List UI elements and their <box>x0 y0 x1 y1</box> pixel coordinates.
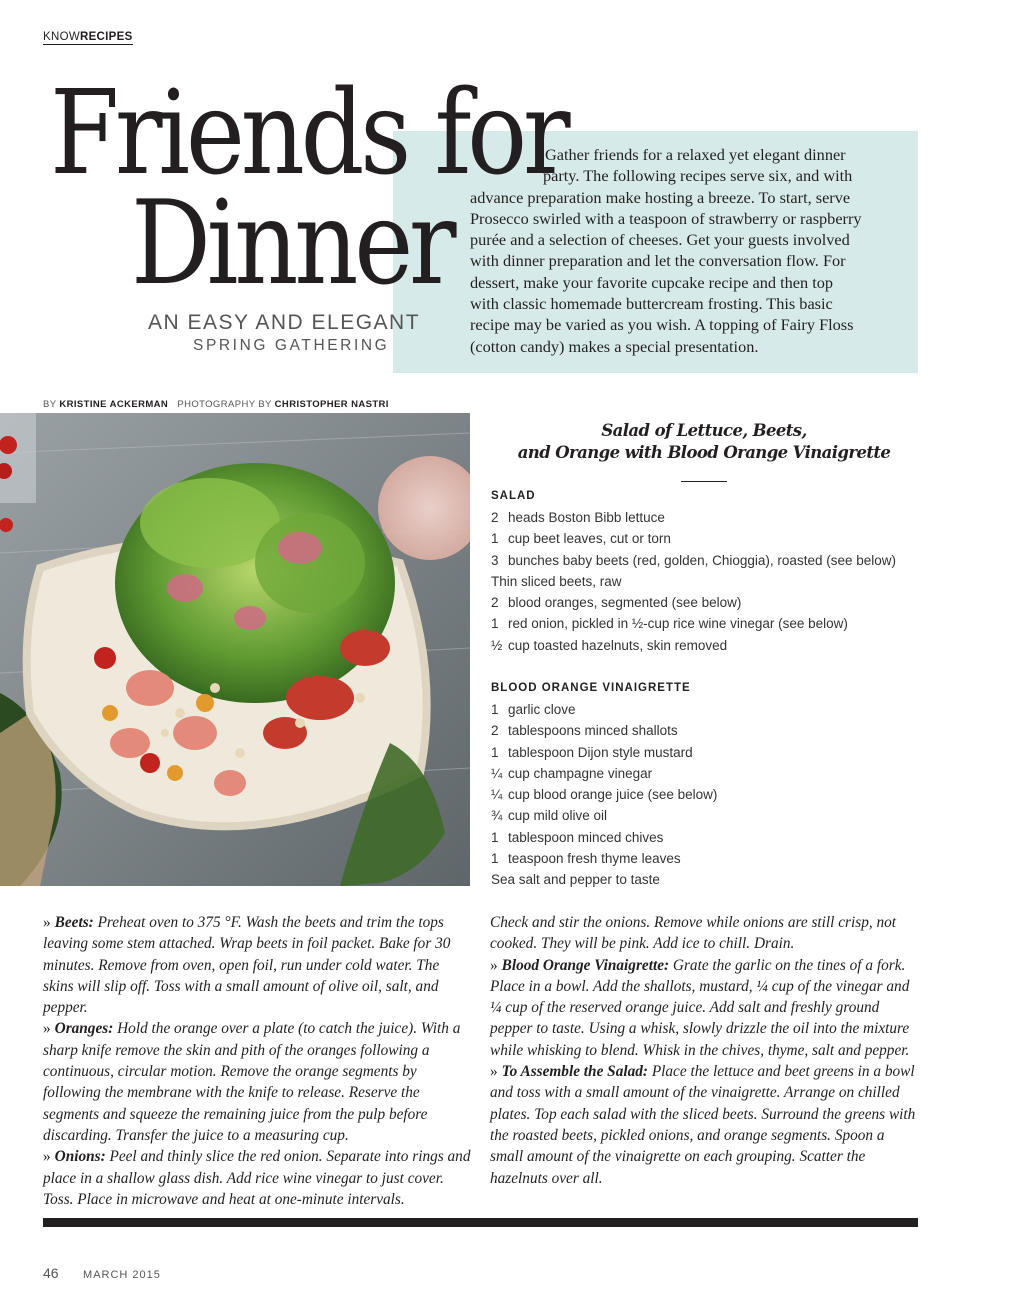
ingredient-item <box>491 784 717 805</box>
ingredient-text: blood oranges, segmented (see below) <box>508 595 742 611</box>
byline <box>43 399 389 410</box>
step-label: Onions: <box>54 1148 106 1166</box>
method-step-onions-continued <box>490 912 920 955</box>
ingredient-text: cup blood orange juice (see below) <box>508 787 718 803</box>
section-tag-name: RECIPES <box>79 31 133 43</box>
ingredient-qty: ¾ <box>491 808 503 824</box>
method-step-onions <box>43 1146 473 1210</box>
ingredient-qty: 1 <box>491 616 499 632</box>
ingredient-text: heads Boston Bibb lettuce <box>508 510 665 525</box>
ingredient-text: cup mild olive oil <box>508 808 608 824</box>
step-marker: » <box>490 1063 498 1081</box>
ingredient-item <box>491 507 896 528</box>
intro-line: purée and a selection of cheeses. Get your guests involved <box>470 230 850 250</box>
step-text: Hold the orange over a plate (to catch the juice). With a sharp knife remove the skin and pith of the oranges following a continuous, circular motion. Remove the orange segments by following the membrane with the knife to release. Reserve the segments and squeeze the remaining juice from the pulp before discarding. Transfer the juice to a measuring cup. <box>43 1020 461 1144</box>
intro-paragraph <box>470 144 910 357</box>
intro-line: Gather friends for a relaxed yet elegant dinner <box>545 145 846 164</box>
ingredient-text: bunches baby beets (red, golden, Chioggia), roasted (see below) <box>508 552 896 568</box>
byline-photo-prefix: PHOTOGRAPHY BY <box>177 399 272 410</box>
step-label: To Assemble the Salad: <box>501 1063 648 1081</box>
page-title-line2: Dinner <box>131 176 453 311</box>
page-title-line1: Friends for <box>50 66 567 201</box>
method-step-vinaigrette <box>490 955 920 1061</box>
step-label: Oranges: <box>54 1020 114 1038</box>
step-text: Place the lettuce and beet greens in a bowl and toss with a small amount of the vinaigrette. Arrange on chilled plates. Top each salad with the sliced beets. Surround the greens with the roasted beets, pickled onions, and orange segments. Spoon a small amount of the vinaigrette on each grouping. Scatter the hazelnuts over all. <box>490 1063 916 1187</box>
ingredient-text: Sea salt and pepper to taste <box>491 872 660 888</box>
ingredient-qty: ¼ <box>491 765 503 781</box>
step-marker: » <box>43 1020 51 1038</box>
ingredient-text: garlic clove <box>508 702 576 717</box>
intro-line: party. The following recipes serve six, and with <box>543 166 853 186</box>
byline-photographer: CHRISTOPHER NASTRI <box>274 399 389 410</box>
ingredient-text: tablespoon minced chives <box>508 829 664 845</box>
method-step-beets <box>43 912 473 1018</box>
step-label: Beets: <box>54 914 94 931</box>
bottom-rule <box>43 1218 918 1227</box>
ingredient-qty: 2 <box>491 510 499 525</box>
ingredient-qty: ¼ <box>491 787 503 803</box>
ingredient-item <box>491 592 896 613</box>
method-step-assemble <box>490 1061 920 1189</box>
byline-author: KRISTINE ACKERMAN <box>59 399 169 410</box>
ingredient-item <box>491 550 896 571</box>
recipe-title <box>490 420 918 464</box>
ingredient-qty: ½ <box>491 637 503 653</box>
ingredient-item <box>491 848 717 869</box>
ingredient-text: cup beet leaves, cut or torn <box>508 531 671 547</box>
ingredient-item <box>491 571 896 592</box>
ingredient-qty: 2 <box>491 595 499 611</box>
ingredient-qty: 1 <box>491 851 499 867</box>
ingredient-item <box>491 742 717 763</box>
recipe-title-divider <box>681 481 727 482</box>
subtitle-line1: AN EASY AND ELEGANT <box>148 311 421 334</box>
page-footer <box>43 1265 161 1283</box>
ingredient-qty: 1 <box>491 702 499 717</box>
method-step-oranges <box>43 1018 473 1146</box>
intro-line: (cotton candy) makes a special presentation. <box>470 336 759 356</box>
step-text: Peel and thinly slice the red onion. Separate into rings and place in a shallow glass dish. Add rice wine vinegar to just cover. Toss. Place in microwave and heat at one-minute intervals. <box>43 1148 471 1208</box>
ingredient-item <box>491 720 717 741</box>
ingredient-item <box>491 805 717 826</box>
salad-photo-illustration <box>0 413 470 886</box>
intro-line: Prosecco swirled with a teaspoon of strawberry or raspberry <box>470 208 862 228</box>
intro-line: dessert, make your favorite cupcake recipe and then top <box>470 272 834 292</box>
step-label: Blood Orange Vinaigrette: <box>501 956 670 974</box>
ingredient-item <box>491 869 717 890</box>
ingredient-qty: 1 <box>491 744 499 760</box>
recipe-title-line1: Salad of Lettuce, Beets, <box>601 421 807 440</box>
step-marker: » <box>490 956 498 974</box>
step-text: Preheat oven to 375 °F. Wash the beets and trim the tops leaving some stem attached. Wrap beets in foil packet. Bake for 30 minutes. Remove from oven, open foil, run under cold water. The skins will slip off. Toss with a small amount of olive oil, salt, and pepper. <box>43 914 451 1017</box>
step-text: Grate the garlic on the tines of a fork. Place in a bowl. Add the shallots, mustard, ¼ cup of the vinegar and ¼ cup of the reserved orange juice. Add salt and freshly ground pepper to taste. Using a whisk, slowly drizzle the oil into the mixture while whisking to blend. Whisk in the chives, thyme, salt and pepper. <box>490 956 910 1059</box>
ingredient-qty: 1 <box>491 531 499 547</box>
intro-line: recipe may be varied as you wish. A topping of Fairy Floss <box>470 315 854 335</box>
ingredient-item <box>491 827 717 848</box>
ingredient-item <box>491 528 896 549</box>
ingredient-text: red onion, pickled in ½-cup rice wine vinegar (see below) <box>508 616 848 632</box>
ingredient-text: tablespoons minced shallots <box>508 723 678 739</box>
ingredient-qty: 1 <box>491 829 499 845</box>
ingredient-text: Thin sliced beets, raw <box>491 573 622 589</box>
intro-line: with classic homemade buttercream frosting. This basic <box>470 294 833 314</box>
method-left-column <box>43 912 473 1210</box>
section-tag-prefix: KNOW <box>43 31 80 43</box>
ingredient-item <box>491 763 717 784</box>
salad-heading: SALAD <box>491 490 536 502</box>
section-tag <box>43 31 133 45</box>
step-text: Check and stir the onions. Remove while onions are still crisp, not cooked. They will be pink. Add ice to chill. Drain. <box>490 914 897 953</box>
salad-ingredient-list <box>491 507 896 656</box>
step-marker: » <box>43 1148 51 1166</box>
vinaigrette-heading: BLOOD ORANGE VINAIGRETTE <box>491 682 691 694</box>
ingredient-text: cup champagne vinegar <box>508 765 653 781</box>
byline-by-prefix: BY <box>43 399 57 410</box>
ingredient-text: cup toasted hazelnuts, skin removed <box>508 637 728 653</box>
salad-photo <box>0 413 470 886</box>
ingredient-item <box>491 613 896 634</box>
ingredient-qty: 3 <box>491 552 499 568</box>
method-right-column <box>490 912 920 1189</box>
subtitle-line2: SPRING GATHERING <box>193 337 390 354</box>
ingredient-item <box>491 699 717 720</box>
ingredient-item <box>491 635 896 656</box>
intro-line: with dinner preparation and let the conversation flow. For <box>470 251 846 271</box>
page-number: 46 <box>43 1265 59 1281</box>
intro-line: advance preparation make hosting a breeze. To start, serve <box>470 187 851 207</box>
ingredient-text: teaspoon fresh thyme leaves <box>508 851 681 867</box>
step-marker: » <box>43 914 51 931</box>
ingredient-qty: 2 <box>491 723 499 739</box>
vinaigrette-ingredient-list <box>491 699 717 891</box>
recipe-title-line2: and Orange with Blood Orange Vinaigrette <box>517 443 891 462</box>
issue-date: MARCH 2015 <box>83 1269 161 1281</box>
ingredient-text: tablespoon Dijon style mustard <box>508 744 693 760</box>
